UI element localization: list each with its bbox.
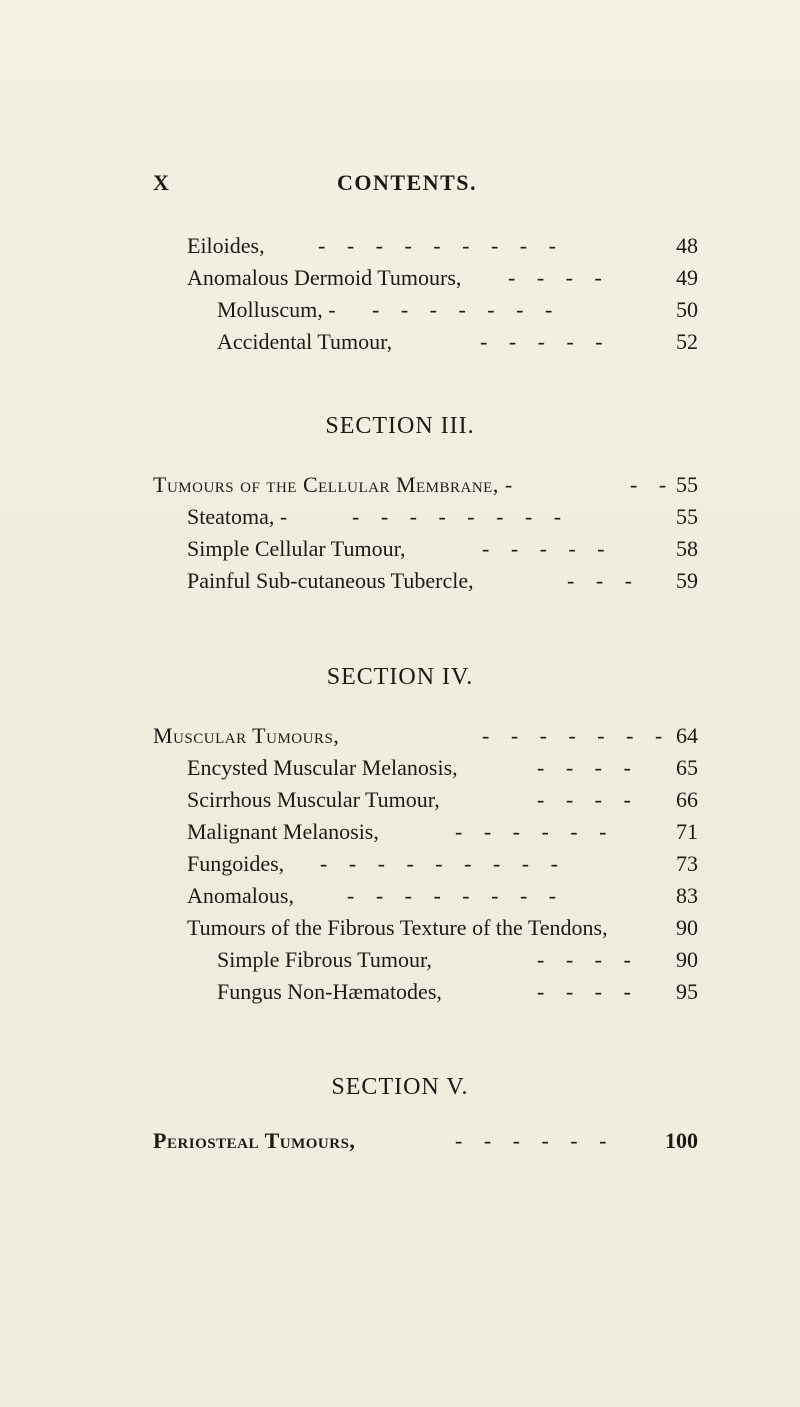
entry-page-number: 73 (676, 851, 698, 876)
entry-title: Simple Fibrous Tumour, (217, 947, 432, 972)
entry-leader: - - - - (508, 265, 610, 290)
entry-page-number: 66 (676, 787, 698, 812)
entry-title: Simple Cellular Tumour, (187, 536, 406, 561)
entry-page-number: 58 (676, 536, 698, 561)
toc-entry (0, 1125, 800, 1157)
entry-page-number: 48 (676, 233, 698, 258)
entry-leader: - - - - - - - - (347, 883, 565, 908)
entry-page-number: 64 (676, 723, 698, 748)
entry-page-number: 59 (676, 568, 698, 593)
toc-entry (0, 469, 800, 501)
running-title: CONTENTS. (337, 170, 478, 195)
entry-title: Painful Sub-cutaneous Tubercle, (187, 568, 474, 593)
entry-title: Anomalous Dermoid Tumours, (187, 265, 462, 290)
entry-leader: - - (630, 472, 675, 497)
toc-entry (0, 501, 800, 533)
entry-page-number: 90 (676, 915, 698, 940)
entry-leader: - - - - - - - (372, 297, 561, 322)
entry-title: Anomalous, (187, 883, 294, 908)
entry-page-number: 100 (665, 1128, 698, 1153)
entry-page-number: 83 (676, 883, 698, 908)
entry-leader: - - - - - - - - - (318, 233, 564, 258)
entry-title: Encysted Muscular Melanosis, (187, 755, 458, 780)
entry-page-number: 95 (676, 979, 698, 1004)
entry-title: Tumours of the Cellular Membrane, - (153, 472, 513, 497)
toc-entry (0, 533, 800, 565)
toc-entry (0, 752, 800, 784)
entry-title: Fungoides, (187, 851, 285, 876)
section-heading: SECTION III. (325, 413, 475, 439)
entry-page-number: 52 (676, 329, 698, 354)
toc-entry (0, 565, 800, 597)
toc-entry (0, 294, 800, 326)
entry-page-number: 50 (676, 297, 698, 322)
toc-entry (0, 784, 800, 816)
entry-leader: - - - - - - (455, 819, 615, 844)
entry-title: Tumours of the Fibrous Texture of the Tendons, (187, 915, 608, 940)
entry-title: Molluscum, - (217, 297, 336, 322)
entry-title: Eiloides, (187, 233, 265, 258)
entry-leader: - - - - (537, 947, 639, 972)
entry-page-number: 71 (676, 819, 698, 844)
section-heading: SECTION IV. (326, 664, 474, 690)
toc-entry (0, 230, 800, 262)
entry-leader: - - - - - - (455, 1128, 615, 1153)
page-header (0, 170, 800, 200)
toc-entry (0, 848, 800, 880)
entry-leader: - - - - - - - - - (320, 851, 566, 876)
entry-title: Periosteal Tumours, (153, 1128, 356, 1153)
entry-leader: - - - - (537, 979, 639, 1004)
entry-leader: - - - - - - - - (352, 504, 570, 529)
entry-title: Muscular Tumours, (153, 723, 340, 748)
entry-title: Accidental Tumour, (217, 329, 393, 354)
entry-leader: - - - - - - - (482, 723, 671, 748)
entry-leader: - - - - - (480, 329, 611, 354)
entry-page-number: 55 (676, 504, 698, 529)
entry-page-number: 55 (676, 472, 698, 497)
toc-entry (0, 944, 800, 976)
entry-leader: - - - (567, 568, 640, 593)
entry-page-number: 90 (676, 947, 698, 972)
entry-title: Fungus Non-Hæmatodes, (217, 979, 442, 1004)
toc-entry (0, 912, 800, 944)
entry-leader: - - - - - (482, 536, 613, 561)
toc-entry (0, 976, 800, 1008)
entry-title: Malignant Melanosis, (187, 819, 379, 844)
toc-entry (0, 326, 800, 358)
folio-number: X (153, 170, 170, 195)
entry-title: Scirrhous Muscular Tumour, (187, 787, 440, 812)
toc-entry (0, 720, 800, 752)
toc-entry (0, 262, 800, 294)
toc-entry (0, 880, 800, 912)
entry-page-number: 65 (676, 755, 698, 780)
toc-entry (0, 816, 800, 848)
entry-leader: - - - - (537, 755, 639, 780)
section-heading: SECTION V. (331, 1074, 469, 1100)
entry-title: Steatoma, - (187, 504, 288, 529)
entry-leader: - - - - (537, 787, 639, 812)
entry-page-number: 49 (676, 265, 698, 290)
